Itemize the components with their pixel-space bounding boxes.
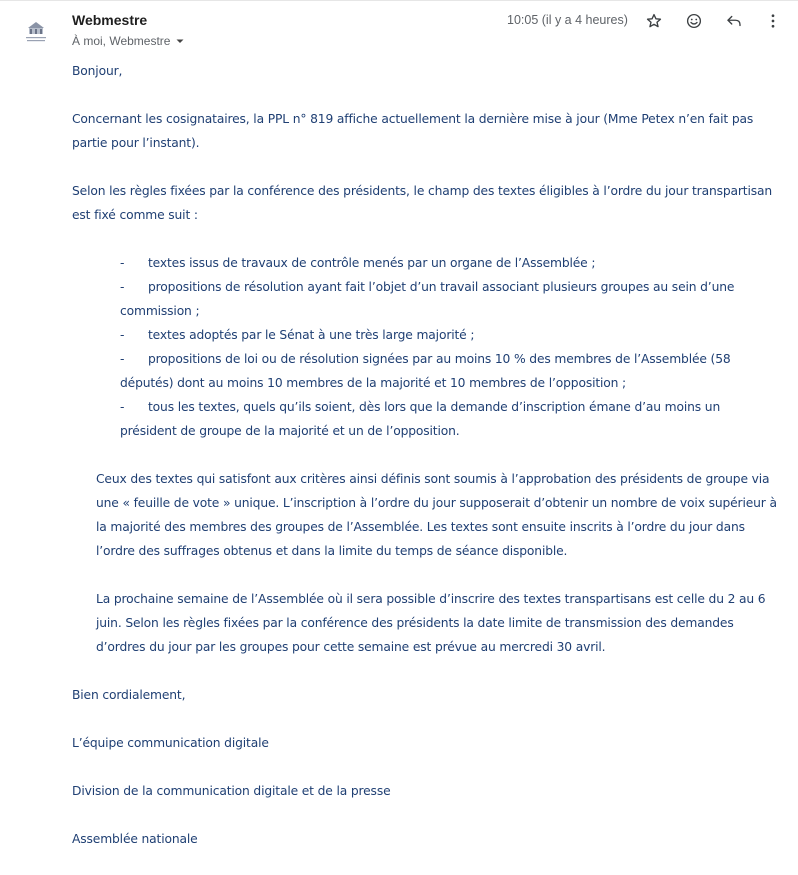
list-item <box>120 275 780 323</box>
top-divider <box>0 0 798 1</box>
chevron-down-icon[interactable] <box>174 35 186 47</box>
paragraph-regles: Selon les règles fixées par la conférence des présidents, le champ des textes éligibles à l’ordre du jour transpartisan est fixé comme suit : <box>72 184 773 222</box>
list-dash: - <box>120 352 125 366</box>
emoji-icon <box>685 12 703 30</box>
list-dash: - <box>120 256 125 270</box>
message-body <box>72 59 786 875</box>
paragraph-feuille-de-vote: Ceux des textes qui satisfont aux critères ainsi définis sont soumis à l’approbation des présidents de groupe via une « feuille de vote » unique. L’inscription à l’ordre du jour supposerait d’obtenir un nombre de voix supérieur à la majorité des membres des groupes de l’Assemblée. Les textes sont ensuite inscrits à l’ordre du jour dans l’ordre des suffrages obtenus et dans la limite du temps de séance disponible. <box>96 472 777 558</box>
criteria-list <box>120 251 780 443</box>
list-item-text: tous les textes, quels qu’ils soient, dès lors que la demande d’inscription émane d’au moins un président de groupe de la majorité et un de l’opposition. <box>120 400 721 438</box>
star-icon <box>645 12 663 30</box>
list-dash: - <box>120 328 125 342</box>
closing: Bien cordialement, <box>72 688 186 702</box>
signature-line: L’équipe communication digitale <box>72 736 269 750</box>
more-options-button[interactable] <box>762 10 784 32</box>
greeting: Bonjour, <box>72 64 123 78</box>
list-item-text: propositions de loi ou de résolution signées par au moins 10 % des membres de l’Assemblée (58 députés) dont au moins 10 membres de la majorité et 10 membres de l’opposition ; <box>120 352 731 390</box>
recipients-line[interactable] <box>72 34 186 48</box>
paragraph-cosignataires: Concernant les cosignataires, la PPL n° 819 affiche actuellement la dernière mise à jour (Mme Petex n’en fait pas partie pour l’instant). <box>72 112 754 150</box>
signature-line: Assemblée nationale <box>72 832 198 846</box>
sender-avatar[interactable] <box>22 16 50 44</box>
list-item-text: propositions de résolution ayant fait l’objet d’un travail associant plusieurs groupes au sein d’une commission ; <box>120 280 735 318</box>
list-item <box>120 395 780 443</box>
star-button[interactable] <box>643 10 665 32</box>
sender-name[interactable]: Webmestre <box>72 12 148 28</box>
list-dash: - <box>120 280 125 294</box>
list-item-text: textes adoptés par le Sénat à une très large majorité ; <box>148 328 475 342</box>
paragraph-prochaine-semaine: La prochaine semaine de l’Assemblée où il sera possible d’inscrire des textes transpartisans est celle du 2 au 6 juin. Selon les règles fixées par la conférence des présidents la date limite de transmission des demandes d’ordres du jour par les groupes pour cette semaine est prévue au mercredi 30 avril. <box>96 592 766 654</box>
recipients-text: À moi, Webmestre <box>72 34 171 48</box>
emoji-reaction-button[interactable] <box>683 10 705 32</box>
reply-button[interactable] <box>723 10 745 32</box>
list-item <box>120 251 780 275</box>
list-item-text: textes issus de travaux de contrôle menés par un organe de l’Assemblée ; <box>148 256 596 270</box>
signature-block <box>72 731 786 851</box>
assemblee-logo-icon <box>22 16 50 44</box>
signature-line: Division de la communication digitale et de la presse <box>72 784 391 798</box>
more-vertical-icon <box>764 12 782 30</box>
timestamp: 10:05 (il y a 4 heures) <box>507 13 628 27</box>
list-item <box>120 347 780 395</box>
reply-icon <box>725 12 743 30</box>
list-item <box>120 323 780 347</box>
list-dash: - <box>120 400 125 414</box>
